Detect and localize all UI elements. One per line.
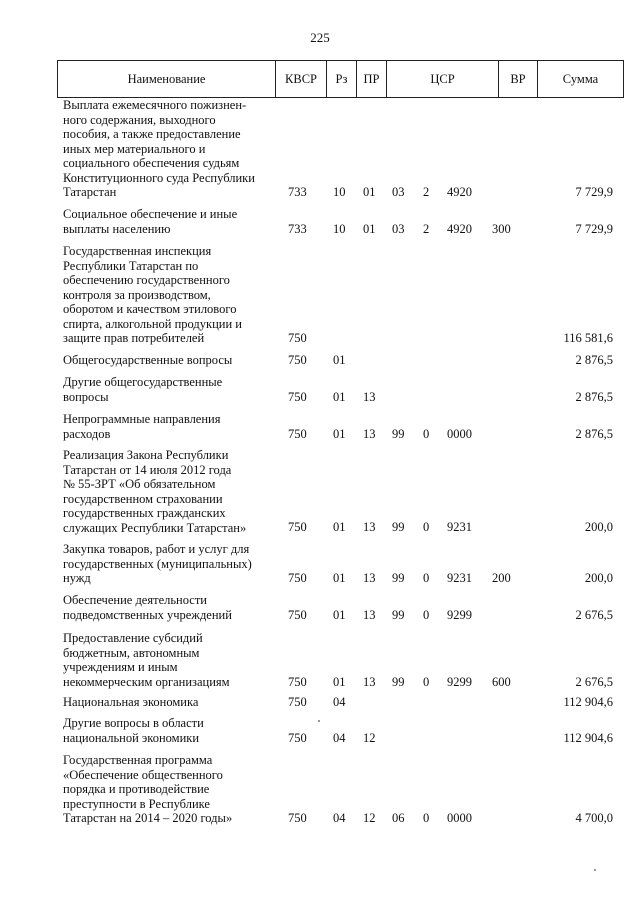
row-kvsr: 750: [288, 571, 307, 585]
row-kvsr: 750: [288, 353, 307, 367]
row-kvsr: 750: [288, 675, 307, 689]
row-rz: 04: [333, 695, 346, 709]
row-sum: 112 904,6: [563, 731, 613, 745]
row-rz: 04: [333, 731, 346, 745]
row-pr: 12: [363, 811, 376, 825]
row-name: Предоставление субсидий бюджетным, автономным учреждениям и иным некоммерческим организациям: [63, 631, 230, 689]
row-kvsr: 750: [288, 811, 307, 825]
row-kvsr: 750: [288, 608, 307, 622]
row-name: Общегосударственные вопросы: [63, 353, 233, 367]
row-rz: 10: [333, 222, 346, 236]
row-pr: 13: [363, 608, 376, 622]
row-csr-code: 4920: [447, 222, 472, 236]
row-csr-program: 99: [392, 675, 405, 689]
row-name: Другие общегосударственные вопросы: [63, 375, 223, 404]
row-kvsr: 750: [288, 695, 307, 709]
row-csr-sub: 2: [423, 185, 430, 199]
row-csr-sub: 0: [423, 520, 430, 534]
scan-speck: [318, 720, 320, 722]
row-csr-sub: 0: [423, 811, 430, 825]
row-name: Государственная инспекция Республики Татарстан по обеспечению государственного контроля за производством, оборотом и качеством этилового спирта, алкогольной продукции и защите прав потребителей: [63, 244, 242, 345]
row-name: Государственная программа «Обеспечение общественного порядка и противодействие преступности в Республике Татарстан на 2014 – 2020 годы»: [63, 753, 233, 825]
row-sum: 2 876,5: [575, 390, 613, 404]
row-sum: 200,0: [584, 571, 613, 585]
row-kvsr: 733: [288, 185, 307, 199]
header-vr: ВР: [499, 61, 538, 97]
row-csr-program: 03: [392, 222, 405, 236]
row-rz: 01: [333, 427, 346, 441]
row-rz: 01: [333, 390, 346, 404]
row-kvsr: 750: [288, 427, 307, 441]
row-pr: 13: [363, 390, 376, 404]
row-csr-code: 9299: [447, 675, 472, 689]
row-name: Другие вопросы в области национальной экономики: [63, 716, 204, 745]
row-vr: 300: [492, 222, 511, 236]
row-name: Социальное обеспечение и иные выплаты населению: [63, 207, 238, 236]
row-csr-code: 4920: [447, 185, 472, 199]
row-rz: 01: [333, 353, 346, 367]
row-csr-sub: 0: [423, 571, 430, 585]
header-csr: ЦСР: [387, 61, 499, 97]
header-name: Наименование: [58, 61, 276, 97]
row-csr-program: 03: [392, 185, 405, 199]
row-csr-sub: 0: [423, 675, 430, 689]
row-name: Национальная экономика: [63, 695, 199, 709]
row-rz: 01: [333, 571, 346, 585]
row-csr-program: 99: [392, 571, 405, 585]
row-pr: 13: [363, 520, 376, 534]
row-rz: 01: [333, 608, 346, 622]
row-sum: 2 676,5: [575, 675, 613, 689]
row-csr-sub: 2: [423, 222, 430, 236]
row-csr-program: 99: [392, 520, 405, 534]
header-kvsr: КВСР: [276, 61, 327, 97]
row-pr: 01: [363, 222, 376, 236]
header-rz: Рз: [327, 61, 357, 97]
row-pr: 13: [363, 675, 376, 689]
row-name: Обеспечение деятельности подведомственных учреждений: [63, 593, 232, 622]
row-kvsr: 750: [288, 331, 307, 345]
table-header: [57, 60, 624, 98]
row-csr-code: 9231: [447, 520, 472, 534]
row-vr: 200: [492, 571, 511, 585]
row-kvsr: 750: [288, 731, 307, 745]
row-sum: 4 700,0: [575, 811, 613, 825]
row-sum: 116 581,6: [563, 331, 613, 345]
row-pr: 01: [363, 185, 376, 199]
row-sum: 2 676,5: [575, 608, 613, 622]
row-pr: 12: [363, 731, 376, 745]
row-csr-code: 9231: [447, 571, 472, 585]
row-sum: 2 876,5: [575, 353, 613, 367]
row-sum: 200,0: [584, 520, 613, 534]
row-pr: 13: [363, 571, 376, 585]
row-sum: 112 904,6: [563, 695, 613, 709]
row-kvsr: 733: [288, 222, 307, 236]
row-sum: 7 729,9: [575, 185, 613, 199]
row-csr-sub: 0: [423, 427, 430, 441]
row-pr: 13: [363, 427, 376, 441]
row-csr-code: 0000: [447, 811, 472, 825]
row-csr-sub: 0: [423, 608, 430, 622]
row-csr-program: 99: [392, 427, 405, 441]
scan-speck: [594, 869, 596, 871]
row-rz: 01: [333, 675, 346, 689]
header-sum: Сумма: [562, 71, 599, 86]
row-name: Выплата ежемесячного пожизнен- ного содержания, выходного пособия, а также предоставление иных мер материального и социального обеспечения судьям Конституционного суда Республики Татарстан: [63, 98, 255, 199]
row-sum: 2 876,5: [575, 427, 613, 441]
row-sum: 7 729,9: [575, 222, 613, 236]
row-vr: 600: [492, 675, 511, 689]
header-pr: ПР: [357, 61, 387, 97]
row-kvsr: 750: [288, 390, 307, 404]
row-name: Реализация Закона Республики Татарстан от 14 июля 2012 года № 55-ЗРТ «Об обязательном государственном страховании государственных гражданских служащих Республики Татарстан»: [63, 448, 247, 535]
row-csr-code: 0000: [447, 427, 472, 441]
row-csr-program: 06: [392, 811, 405, 825]
row-name: Закупка товаров, работ и услуг для государственных (муниципальных) нужд: [63, 542, 252, 585]
row-rz: 10: [333, 185, 346, 199]
row-csr-code: 9299: [447, 608, 472, 622]
row-rz: 04: [333, 811, 346, 825]
row-csr-program: 99: [392, 608, 405, 622]
page-number: 225: [310, 30, 330, 45]
row-rz: 01: [333, 520, 346, 534]
row-kvsr: 750: [288, 520, 307, 534]
row-name: Непрограммные направления расходов: [63, 412, 221, 441]
